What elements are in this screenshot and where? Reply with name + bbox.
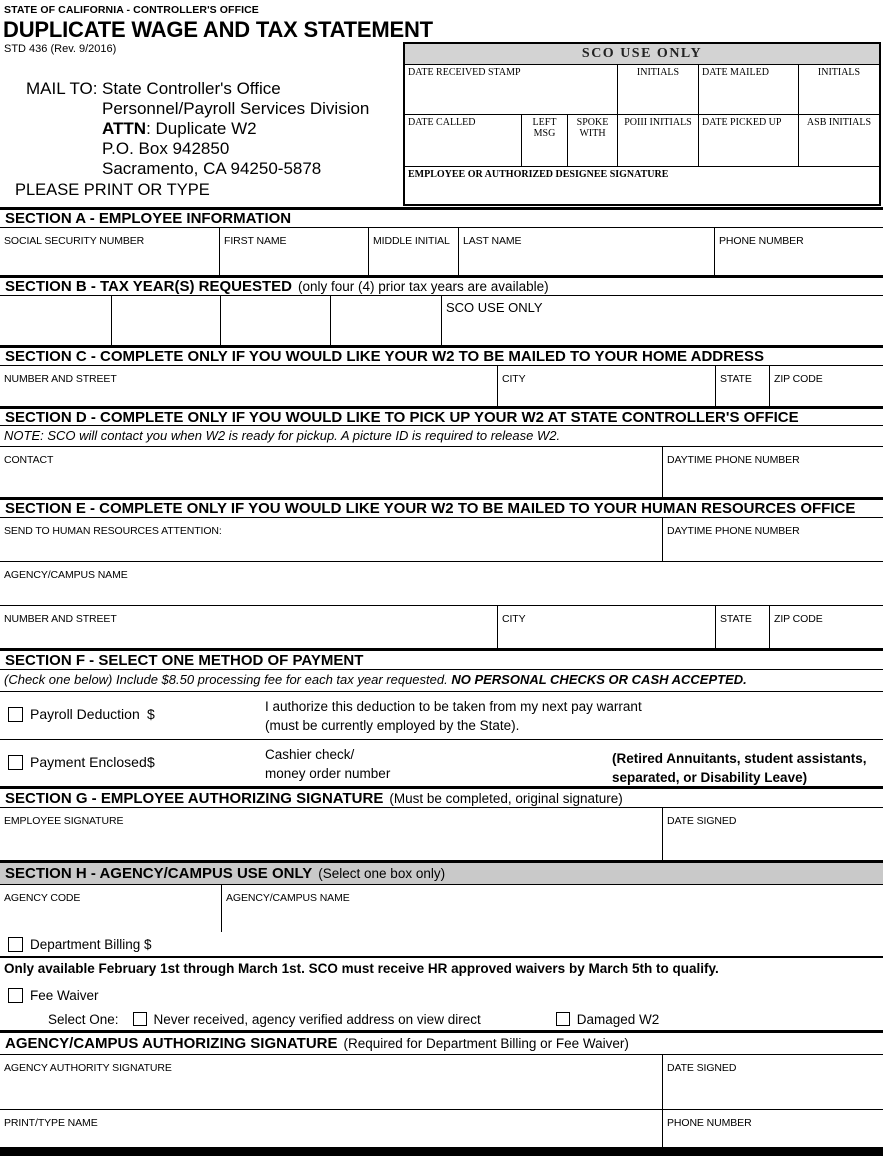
agency-code-field[interactable]	[0, 885, 222, 932]
heading-note: (only four (4) prior tax years are available)	[297, 279, 549, 294]
payment-enclosed-row	[0, 740, 883, 786]
heading-note: (Required for Department Billing or Fee Waiver)	[343, 1036, 629, 1051]
cashier-check-field[interactable]	[265, 745, 390, 783]
field-label: AGENCY/CAMPUS NAME	[226, 892, 350, 904]
mail-to-label: MAIL TO:	[26, 79, 98, 98]
field-label: PHONE NUMBER	[719, 235, 804, 247]
note-line: separated, or Disability Leave)	[612, 770, 808, 785]
field-label: DAYTIME PHONE NUMBER	[667, 454, 800, 466]
employee-signature-field[interactable]	[0, 808, 663, 860]
phone-number-field[interactable]	[715, 228, 883, 275]
hr-state-field[interactable]	[716, 606, 770, 648]
field-label: DATE CALLED	[408, 117, 476, 128]
field-label: DATE PICKED UP	[702, 117, 782, 128]
first-name-field[interactable]	[220, 228, 369, 275]
description-line: Cashier check/	[265, 747, 355, 762]
payroll-deduction-checkbox[interactable]	[8, 707, 23, 722]
section-e-row3	[0, 606, 883, 648]
attn-rest: : Duplicate W2	[146, 119, 257, 138]
tax-year-input-4[interactable]	[331, 296, 442, 345]
description-line: I authorize this deduction to be taken from my next pay warrant	[265, 699, 642, 714]
payment-enclosed-label: Payment Enclosed	[30, 754, 147, 770]
date-received-stamp-cell[interactable]	[405, 65, 618, 114]
section-h-heading	[0, 860, 883, 885]
payroll-deduction-row	[0, 692, 883, 740]
section-e-row1	[0, 518, 883, 562]
field-label: SPOKE WITH	[576, 117, 609, 139]
form-header	[0, 0, 883, 207]
retired-annuitants-note	[612, 749, 867, 787]
pickup-contact-field[interactable]	[0, 447, 663, 497]
section-h-row	[0, 885, 883, 932]
field-label: CITY	[502, 373, 526, 385]
select-one-label: Select One:	[48, 1011, 119, 1027]
field-label: PHONE NUMBER	[667, 1117, 752, 1129]
tax-year-input-3[interactable]	[221, 296, 331, 345]
sco-row-1	[405, 65, 879, 115]
sco-box-title: SCO USE ONLY	[405, 44, 879, 65]
home-street-field[interactable]	[0, 366, 498, 406]
heading-text: SECTION G - EMPLOYEE AUTHORIZING SIGNATURE	[5, 789, 384, 807]
heading-text: SECTION B - TAX YEAR(S) REQUESTED	[5, 278, 292, 295]
page-title: DUPLICATE WAGE AND TAX STATEMENT	[3, 17, 433, 42]
address-line: Personnel/Payroll Services Division	[102, 99, 370, 118]
date-called-cell[interactable]	[405, 115, 522, 166]
department-billing-row	[0, 932, 883, 958]
agency-signature-heading	[0, 1030, 883, 1055]
field-label: FIRST NAME	[224, 235, 287, 247]
tax-year-input-1[interactable]	[0, 296, 112, 345]
fee-waiver-availability-note: Only available February 1st through March 1st. SCO must receive HR approved waivers by March 5th to qualify.	[4, 961, 719, 976]
date-picked-up-cell[interactable]	[699, 115, 799, 166]
section-d-heading	[0, 406, 883, 426]
field-label: INITIALS	[817, 67, 861, 78]
home-city-field[interactable]	[498, 366, 716, 406]
agency-line: STATE OF CALIFORNIA - CONTROLLER'S OFFICE	[4, 4, 259, 16]
field-label: MIDDLE INITIAL	[373, 235, 450, 247]
employee-date-signed-field[interactable]	[663, 808, 883, 860]
print-or-type-note: PLEASE PRINT OR TYPE	[15, 181, 210, 199]
hr-zip-field[interactable]	[770, 606, 883, 648]
payment-dollar-sign: $	[147, 754, 155, 770]
payroll-dollar-sign: $	[147, 706, 155, 722]
section-f-heading	[0, 648, 883, 670]
section-d-note: NOTE: SCO will contact you when W2 is ready for pickup. A picture ID is required to release W2.	[0, 426, 883, 447]
pickup-daytime-phone-field[interactable]	[663, 447, 883, 497]
field-label: PRINT/TYPE NAME	[4, 1117, 98, 1129]
sco-use-only-box	[403, 42, 881, 206]
note-line: (Retired Annuitants, student assistants,	[612, 751, 867, 766]
poiii-initials-cell[interactable]	[618, 115, 699, 166]
hr-attention-field[interactable]	[0, 518, 663, 561]
field-label: ASB INITIALS	[806, 117, 872, 128]
agency-phone-number-field[interactable]	[663, 1110, 883, 1147]
attn-label: ATTN	[102, 119, 147, 138]
damaged-w2-label: Damaged W2	[576, 1011, 660, 1027]
hr-street-field[interactable]	[0, 606, 498, 648]
heading-text: SECTION D - COMPLETE ONLY IF YOU WOULD LIKE TO PICK UP YOUR W2 AT STATE CONTROLLER'S OFFICE	[5, 408, 799, 426]
section-g-row	[0, 808, 883, 860]
payroll-deduction-label: Payroll Deduction	[30, 706, 140, 722]
asb-initials-cell[interactable]	[799, 115, 879, 166]
heading-text: SECTION A - EMPLOYEE INFORMATION	[5, 210, 292, 227]
never-received-checkbox[interactable]	[133, 1012, 147, 1026]
field-label: POIII INITIALS	[624, 117, 692, 128]
field-label: STATE	[720, 373, 752, 385]
last-name-field[interactable]	[459, 228, 715, 275]
payroll-deduction-description	[265, 697, 642, 735]
tax-year-input-2[interactable]	[112, 296, 221, 345]
field-label: DATE SIGNED	[667, 815, 737, 827]
select-one-row	[0, 1008, 883, 1030]
section-f-note	[0, 670, 883, 692]
initials-cell[interactable]	[618, 65, 699, 114]
hr-daytime-phone-field[interactable]	[663, 518, 883, 561]
field-label: CONTACT	[4, 454, 54, 466]
left-msg-cell[interactable]	[522, 115, 568, 166]
field-label: STATE	[720, 613, 752, 625]
field-label: SCO USE ONLY	[446, 300, 543, 315]
payment-enclosed-checkbox[interactable]	[8, 755, 23, 770]
mail-to-address	[102, 79, 369, 179]
address-line: Sacramento, CA 94250-5878	[102, 159, 322, 178]
agency-campus-name-field[interactable]	[222, 885, 883, 932]
fee-waiver-label: Fee Waiver	[30, 987, 99, 1003]
fee-note-text: (Check one below) Include $8.50 processing fee for each tax year requested.	[4, 672, 452, 687]
middle-initial-field[interactable]	[369, 228, 459, 275]
heading-text: SECTION F - SELECT ONE METHOD OF PAYMENT	[5, 651, 364, 669]
department-billing-label: Department Billing $	[30, 936, 152, 952]
field-label: SOCIAL SECURITY NUMBER	[4, 235, 145, 247]
field-label: AGENCY/CAMPUS NAME	[4, 569, 128, 581]
sco-row-2	[405, 115, 879, 167]
field-label: DATE RECEIVED STAMP	[408, 67, 521, 78]
field-label: INITIALS	[636, 67, 680, 78]
section-c-heading	[0, 345, 883, 366]
fee-waiver-row	[0, 982, 883, 1008]
field-label: DATE SIGNED	[667, 1062, 737, 1074]
heading-text: SECTION H - AGENCY/CAMPUS USE ONLY	[5, 865, 313, 882]
field-label: AGENCY CODE	[4, 892, 81, 904]
agency-date-signed-field[interactable]	[663, 1055, 883, 1109]
section-c-row	[0, 366, 883, 406]
field-label: EMPLOYEE OR AUTHORIZED DESIGNEE SIGNATURE	[408, 169, 669, 180]
field-label: EMPLOYEE SIGNATURE	[4, 815, 124, 827]
never-received-label: Never received, agency verified address on view direct	[153, 1011, 481, 1027]
spoke-with-cell[interactable]	[568, 115, 618, 166]
hr-city-field[interactable]	[498, 606, 716, 648]
section-b-row	[0, 296, 883, 345]
date-mailed-cell[interactable]	[699, 65, 799, 114]
heading-note: (Select one box only)	[318, 866, 446, 881]
agency-authority-signature-field[interactable]	[0, 1055, 663, 1109]
field-label: NUMBER AND STREET	[4, 373, 117, 385]
damaged-w2-checkbox[interactable]	[556, 1012, 570, 1026]
section-a-heading	[0, 207, 883, 228]
home-zip-field[interactable]	[770, 366, 883, 406]
field-label: SEND TO HUMAN RESOURCES ATTENTION:	[4, 525, 222, 537]
field-label: DAYTIME PHONE NUMBER	[667, 525, 800, 537]
section-b-heading	[0, 275, 883, 296]
section-a-row	[0, 228, 883, 275]
sco-use-only-cell[interactable]	[442, 296, 883, 345]
heading-text: SECTION C - COMPLETE ONLY IF YOU WOULD LIKE YOUR W2 TO BE MAILED TO YOUR HOME ADDRESS	[5, 348, 764, 365]
section-d-row	[0, 447, 883, 497]
address-line: P.O. Box 942850	[102, 139, 230, 158]
heading-note: (Must be completed, original signature)	[389, 790, 623, 806]
field-label: ZIP CODE	[774, 613, 823, 625]
ssn-field[interactable]	[0, 228, 220, 275]
address-line: State Controller's Office	[102, 79, 281, 98]
sco-row-3	[405, 167, 879, 204]
field-label: NUMBER AND STREET	[4, 613, 117, 625]
agency-signature-row1	[0, 1055, 883, 1110]
description-line: (must be currently employed by the State).	[265, 718, 520, 733]
designee-signature-cell[interactable]	[405, 167, 879, 204]
department-billing-checkbox[interactable]	[8, 937, 23, 952]
field-label: CITY	[502, 613, 526, 625]
heading-text: SECTION E - COMPLETE ONLY IF YOU WOULD LIKE YOUR W2 TO BE MAILED TO YOUR HUMAN RESOURCES OFFICE	[5, 500, 856, 517]
fee-waiver-checkbox[interactable]	[8, 988, 23, 1003]
section-e-row2	[0, 562, 883, 606]
address-line-attn	[102, 119, 369, 139]
field-label: LEFT MSG	[532, 117, 557, 139]
agency-signature-row2	[0, 1110, 883, 1147]
initials-cell[interactable]	[799, 65, 879, 114]
no-checks-note: NO PERSONAL CHECKS OR CASH ACCEPTED.	[451, 672, 747, 687]
form-number: STD 436 (Rev. 9/2016)	[4, 43, 117, 55]
heading-text: AGENCY/CAMPUS AUTHORIZING SIGNATURE	[5, 1035, 338, 1052]
field-label: DATE MAILED	[702, 67, 769, 78]
field-label: ZIP CODE	[774, 373, 823, 385]
description-line: money order number	[265, 766, 391, 781]
bottom-bar	[0, 1147, 883, 1156]
field-label: AGENCY AUTHORITY SIGNATURE	[4, 1062, 172, 1074]
section-g-heading	[0, 786, 883, 808]
home-state-field[interactable]	[716, 366, 770, 406]
section-e-heading	[0, 497, 883, 518]
field-label: LAST NAME	[463, 235, 522, 247]
print-type-name-field[interactable]	[0, 1110, 663, 1147]
hr-agency-campus-name-field[interactable]	[0, 562, 883, 605]
